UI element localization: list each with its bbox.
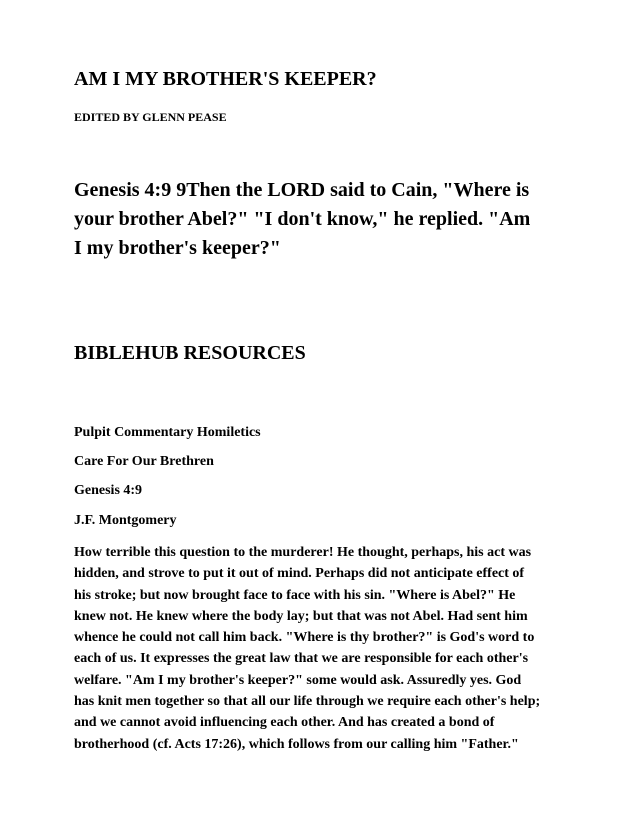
document-subtitle: EDITED BY GLENN PEASE: [74, 110, 227, 124]
author-name: J.F. Montgomery: [74, 513, 177, 528]
body-line: knew not. He knew where the body lay; but that was not Abel. Had sent him: [74, 608, 528, 624]
body-line: each of us. It expresses the great law that we are responsible for each other's: [74, 651, 529, 667]
document-title: AM I MY BROTHER'S KEEPER?: [74, 68, 377, 90]
body-line: has knit men together so that all our life through we require each other's help;: [74, 694, 541, 710]
verse-line: I my brother's keeper?": [74, 237, 281, 259]
body-line: and we cannot avoid influencing each other. And has created a bond of: [74, 715, 495, 731]
verse-line: Genesis 4:9 9Then the LORD said to Cain, "Where is: [74, 179, 530, 201]
scripture-reference: Genesis 4:9: [74, 483, 143, 498]
body-line: whence he could not call him back. "Where is thy brother?" is God's word to: [74, 630, 535, 646]
commentary-source: Pulpit Commentary Homiletics: [74, 425, 261, 440]
body-line: his stroke; but now brought face to face with his sin. "Where is Abel?" He: [74, 587, 516, 603]
body-line: welfare. "Am I my brother's keeper?" some would ask. Assuredly yes. God: [74, 672, 522, 688]
commentary-body: [74, 542, 574, 755]
section-heading: BIBLEHUB RESOURCES: [74, 342, 306, 364]
body-line: How terrible this question to the murderer! He thought, perhaps, his act was: [74, 545, 532, 560]
verse-line: your brother Abel?" "I don't know," he replied. "Am: [74, 208, 531, 230]
body-line: brotherhood (cf. Acts 17:26), which follows from our calling him "Father.": [74, 736, 519, 752]
scripture-verse: [74, 176, 574, 263]
sermon-title: Care For Our Brethren: [74, 454, 214, 469]
body-line: hidden, and strove to put it out of mind. Perhaps did not anticipate effect of: [74, 566, 525, 582]
